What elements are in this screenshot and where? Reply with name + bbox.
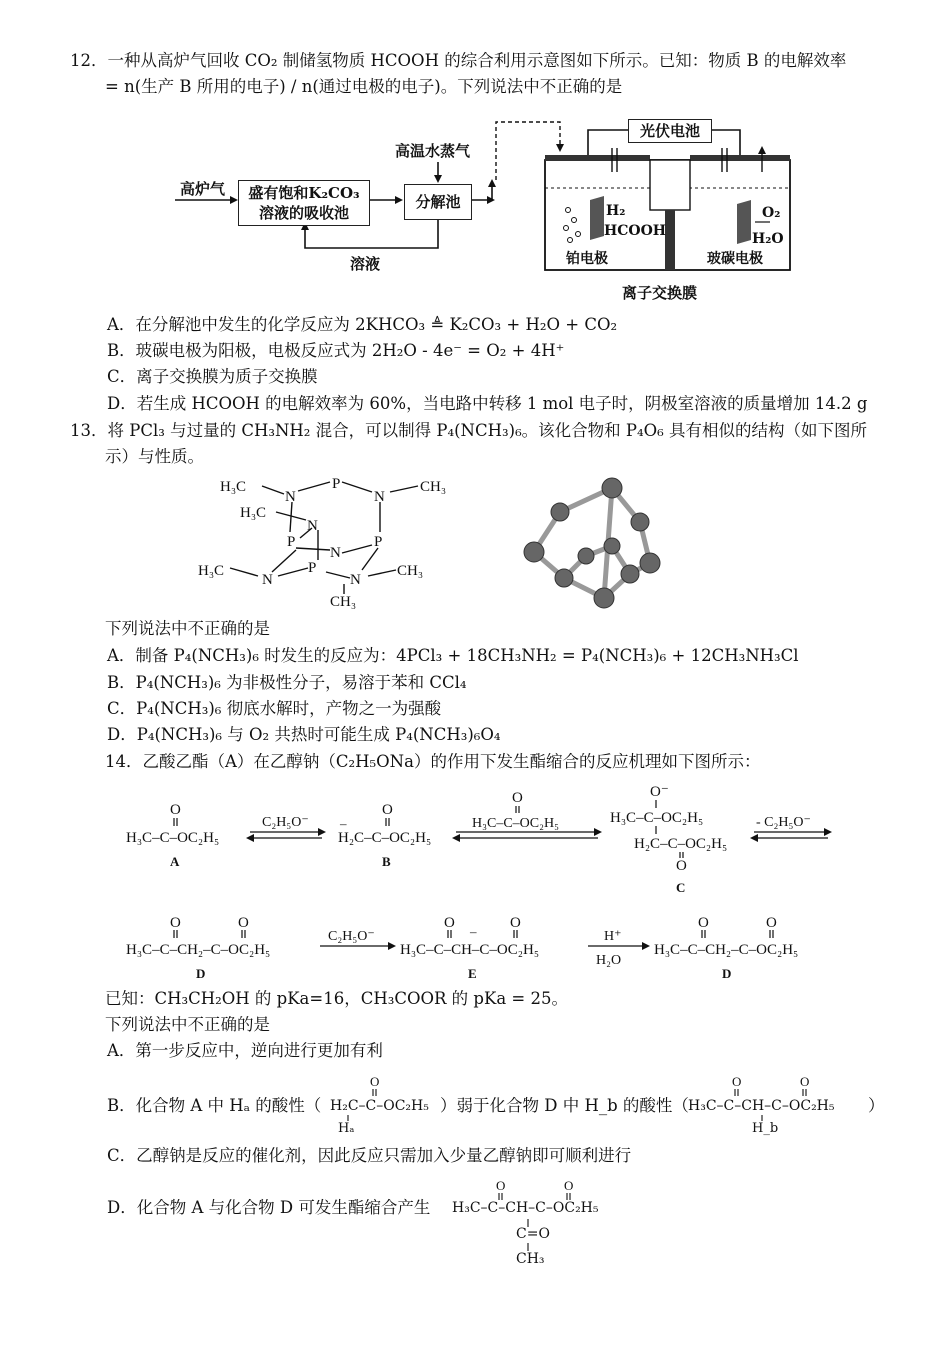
svg-text:D: D xyxy=(722,966,732,981)
q14-option-b-ha: Hₐ xyxy=(338,1121,355,1136)
svg-text:O: O xyxy=(170,915,181,931)
svg-text:A: A xyxy=(170,854,180,869)
svg-text:D: D xyxy=(196,966,206,981)
decomposer-label: 分解池 xyxy=(415,193,461,211)
q14-option-d-struct: H₃C–C–CH–C–OC₂H₅ xyxy=(452,1200,599,1216)
pv-cell-label: 光伏电池 xyxy=(639,122,700,140)
o2-label: O₂ xyxy=(762,205,781,221)
q12-line2: = n(生产 B 所用的电子) / n(通过电极的电子)。下列说法中不正确的是 xyxy=(105,77,623,96)
svg-text:N: N xyxy=(285,489,296,505)
pt-electrode-label: 铂电极 xyxy=(566,251,608,267)
blast-furnace-gas-label: 高炉气 xyxy=(180,180,226,198)
svg-text:H₃C–C–OC₂H₅: H₃C–C–OC₂H₅ xyxy=(472,816,559,831)
solution-label: 溶液 xyxy=(350,255,381,273)
q14-option-d-pre: D．化合物 A 与化合物 D 可发生酯缩合产生 xyxy=(107,1198,431,1217)
svg-text:H₃C: H₃C xyxy=(240,505,267,521)
svg-text:O: O xyxy=(496,1178,506,1193)
svg-text:N: N xyxy=(330,545,341,561)
svg-text:H₃C: H₃C xyxy=(220,479,247,495)
gc-electrode-label: 玻碳电极 xyxy=(707,251,763,267)
svg-text:CH₃: CH₃ xyxy=(330,594,357,610)
q12-option-c: C．离子交换膜为质子交换膜 xyxy=(107,367,318,386)
absorber-label: 盛有饱和K₂CO₃溶液的吸收池 xyxy=(248,184,360,222)
q14-option-b-mid: ）弱于化合物 D 中 H_b 的酸性（ xyxy=(440,1096,689,1115)
svg-text:P: P xyxy=(308,560,317,576)
svg-text:C: C xyxy=(676,880,686,895)
svg-text:O: O xyxy=(698,915,709,931)
svg-text:B: B xyxy=(382,854,391,869)
q14-option-d-ch3: CH₃ xyxy=(516,1251,545,1267)
svg-text:O: O xyxy=(732,1074,742,1089)
svg-text:N: N xyxy=(262,572,273,588)
q13-stem: 下列说法中不正确的是 xyxy=(105,619,270,638)
svg-text:O: O xyxy=(800,1074,810,1089)
steam-label: 高温水蒸气 xyxy=(395,142,471,160)
svg-text:P: P xyxy=(332,476,341,492)
q13-line1: 13．将 PCl₃ 与过量的 CH₃NH₂ 混合，可以制得 P₄(NCH₃)₆。该化合物和 P₄O₆ 具有相似的结构（如下图所 xyxy=(70,421,868,440)
q12-option-b: B．玻碳电极为阳极，电极反应式为 2H₂O - 4e⁻ = O₂ + 4H⁺ xyxy=(107,341,565,360)
svg-text:CH₃: CH₃ xyxy=(397,563,424,579)
svg-text:H⁺: H⁺ xyxy=(604,929,622,944)
svg-text:H₂C–C–OC₂H₅: H₂C–C–OC₂H₅ xyxy=(338,830,432,846)
q14-option-a: A．第一步反应中，逆向进行更加有利 xyxy=(107,1041,383,1060)
membrane-label: 离子交换膜 xyxy=(622,284,698,302)
q13-option-d: D．P₄(NCH₃)₆ 与 O₂ 共热时可能生成 P₄(NCH₃)₆O₄ xyxy=(107,725,501,744)
q13-option-a: A．制备 P₄(NCH₃)₆ 时发生的反应为：4PCl₃ + 18CH₃NH₂ = P₄(NCH₃)₆ + 12CH₃NH₃Cl xyxy=(107,646,799,665)
q13-option-c: C．P₄(NCH₃)₆ 彻底水解时，产物之一为强酸 xyxy=(107,699,442,718)
svg-text:C₂H₅O⁻: C₂H₅O⁻ xyxy=(328,929,375,944)
svg-text:–: – xyxy=(470,924,477,939)
svg-text:O: O xyxy=(766,915,777,931)
svg-text:O: O xyxy=(444,915,455,931)
q13-line2: 示）与性质。 xyxy=(105,447,204,466)
svg-text:O: O xyxy=(238,915,249,931)
svg-text:–: – xyxy=(340,816,347,831)
svg-text:H₃C: H₃C xyxy=(198,563,225,579)
h2-label: H₂ xyxy=(606,203,626,219)
q14-option-b-pre: B．化合物 A 中 Hₐ 的酸性（ xyxy=(107,1096,322,1115)
svg-text:O: O xyxy=(512,790,523,806)
q14-option-d-co: C=O xyxy=(516,1226,550,1242)
svg-text:O: O xyxy=(170,802,181,818)
svg-text:P: P xyxy=(287,534,296,550)
svg-text:P: P xyxy=(374,534,383,550)
svg-text:H₃C–C–OC₂H₅: H₃C–C–OC₂H₅ xyxy=(610,810,704,826)
svg-text:O: O xyxy=(564,1178,574,1193)
q12-line1: 12．一种从高炉气回收 CO₂ 制储氢物质 HCOOH 的综合利用示意图如下所示。已知：物质 B 的电解效率 xyxy=(70,51,847,70)
h2o-label: H₂O xyxy=(752,231,784,247)
svg-text:- C₂H₅O⁻: - C₂H₅O⁻ xyxy=(756,815,811,830)
q14-option-b-struct2: H₃C–C–CH–C–OC₂H₅ xyxy=(688,1098,835,1114)
svg-text:CH₃: CH₃ xyxy=(420,479,447,495)
svg-text:C₂H₅O⁻: C₂H₅O⁻ xyxy=(262,815,309,830)
q14-option-c: C．乙醇钠是反应的催化剂，因此反应只需加入少量乙醇钠即可顺利进行 xyxy=(107,1146,632,1165)
svg-text:O⁻: O⁻ xyxy=(650,784,669,800)
svg-text:O: O xyxy=(676,858,687,874)
q12-option-a: A．在分解池中发生的化学反应为 2KHCO₃ ≜ K₂CO₃ + H₂O + CO₂ xyxy=(107,315,618,334)
svg-text:H₃C–C–CH₂–C–OC₂H₅: H₃C–C–CH₂–C–OC₂H₅ xyxy=(654,942,799,958)
q13-option-b: B．P₄(NCH₃)₆ 为非极性分子，易溶于苯和 CCl₄ xyxy=(107,673,467,692)
svg-text:H₃C–C–CH₂–C–OC₂H₅: H₃C–C–CH₂–C–OC₂H₅ xyxy=(126,942,271,958)
svg-text:N: N xyxy=(374,489,385,505)
svg-text:O: O xyxy=(382,802,393,818)
hcooh-label: HCOOH xyxy=(604,223,666,239)
svg-text:E: E xyxy=(468,966,477,981)
q14-stem: 下列说法中不正确的是 xyxy=(105,1015,270,1034)
q14-option-b-hb: H_b xyxy=(752,1121,779,1136)
q14-known: 已知：CH₃CH₂OH 的 pKa=16，CH₃COOR 的 pKa = 25。 xyxy=(105,989,568,1008)
svg-text:H₃C–C–CH–C–OC₂H₅: H₃C–C–CH–C–OC₂H₅ xyxy=(400,942,540,958)
svg-text:H₂O: H₂O xyxy=(596,953,622,968)
svg-text:O: O xyxy=(510,915,521,931)
svg-text:O: O xyxy=(370,1074,380,1089)
q14-option-b-struct1: H₂C–C–OC₂H₅ xyxy=(330,1098,429,1114)
svg-text:N: N xyxy=(350,572,361,588)
q14-line1: 14．乙酸乙酯（A）在乙醇钠（C₂H₅ONa）的作用下发生酯缩合的反应机理如下图所示： xyxy=(105,752,761,771)
svg-text:H₃C–C–OC₂H₅: H₃C–C–OC₂H₅ xyxy=(126,830,220,846)
q14-option-b-end: ） xyxy=(868,1096,885,1115)
svg-text:H₂C–C–OC₂H₅: H₂C–C–OC₂H₅ xyxy=(634,836,728,852)
q12-option-d: D．若生成 HCOOH 的电解效率为 60%，当电路中转移 1 mol 电子时，阴极室溶液的质量增加 14.2 g xyxy=(107,394,868,413)
svg-text:N: N xyxy=(307,518,318,534)
